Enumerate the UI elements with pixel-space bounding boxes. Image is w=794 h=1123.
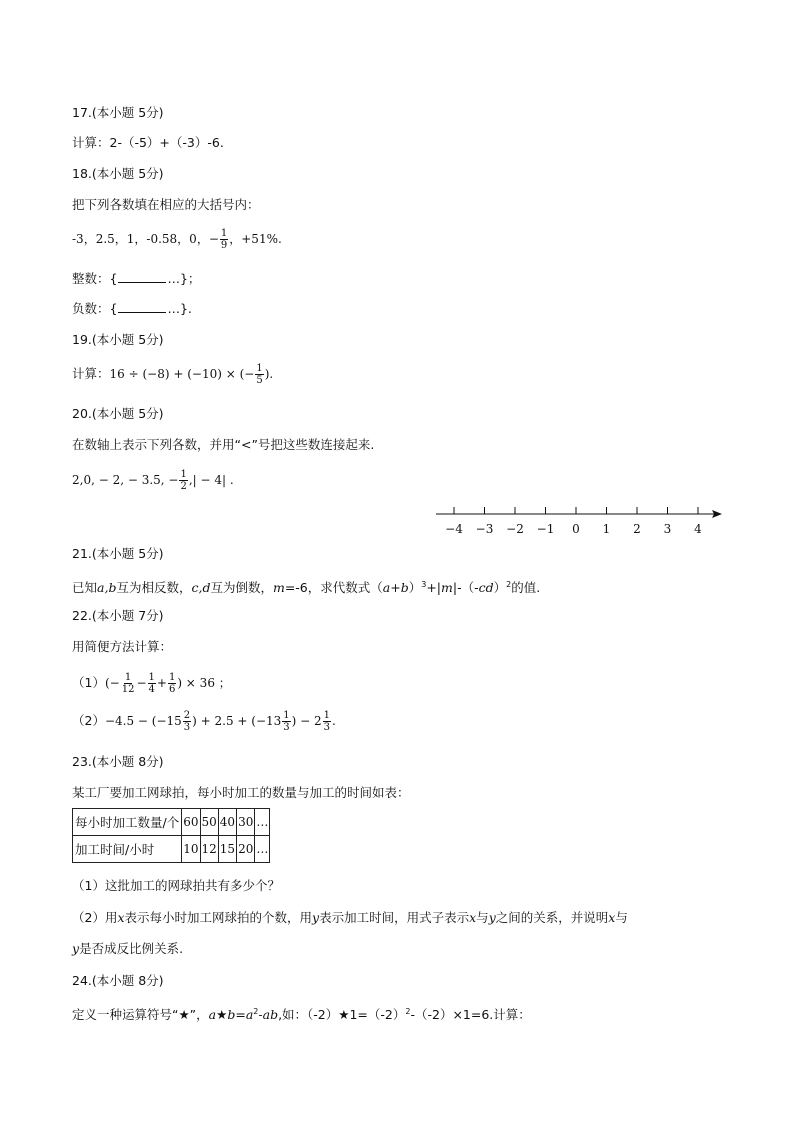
q22-p2-label: （2） [72, 713, 105, 728]
q23-p2-d: 与 [476, 910, 489, 925]
q18-header: 18.(本小题 5分) [72, 166, 164, 181]
q23-p2-e: 之间的关系，并说明 [495, 910, 609, 925]
table-cell: 10 [182, 836, 200, 863]
q21-part-c: 互为倒数， [210, 580, 273, 596]
q18-fraction [220, 228, 228, 251]
q20-fraction [179, 469, 187, 492]
q24-part-a: 定义一种运算符号“★”， [72, 1007, 209, 1023]
q21-part-f: +| [426, 580, 441, 596]
q23-p2-c: 表示加工时间，用式子表示 [319, 910, 470, 925]
q23-part2-cont [72, 940, 183, 958]
q23-prompt: 某工厂要加工网球拍，每小时加工的数量与加工的时间如表： [72, 785, 410, 800]
q22-p2-frac3 [323, 710, 331, 733]
q21-exp2: 2 [506, 580, 512, 589]
q22-p2-frac1 [183, 710, 191, 733]
q22-part1 [72, 672, 231, 695]
q22-p2-c: ) − 2 [291, 714, 322, 728]
q24-var-b: b [227, 1007, 236, 1023]
frac-num: 2 [183, 710, 191, 721]
number-line-tick-label: 1 [602, 522, 611, 536]
q21-part-b: 互为相反数， [116, 580, 192, 596]
table-cell: 15 [218, 836, 236, 863]
number-line-tick-label: 3 [663, 522, 672, 536]
number-line-tick-label: −1 [536, 522, 555, 536]
q18-neg-blank [118, 302, 166, 313]
q22-prompt: 用简便方法计算： [72, 639, 173, 654]
q21-var-ab: a,b [97, 580, 117, 596]
q18-prompt: 把下列各数填在相应的大括号内： [72, 197, 260, 212]
q23-var-x: x [608, 910, 616, 925]
q23-p2-b: 表示每小时加工网球拍的个数，用 [124, 910, 313, 925]
q23-table [72, 808, 270, 863]
q24-header: 24.(本小题 8分) [72, 973, 164, 988]
q20-nums-end: ,| − 4| . [188, 473, 234, 487]
q22-p1-a: (− [104, 676, 120, 690]
table-cell: 60 [182, 809, 200, 836]
q21-var-cd: c,d [191, 580, 211, 596]
q20-numbers [72, 469, 234, 492]
q24-star: ★ [216, 1007, 228, 1023]
q20-prompt: 在数轴上表示下列各数，并用“<”号把这些数连接起来. [72, 437, 375, 452]
q24-exp2: 2 [405, 1007, 411, 1016]
q22-p1-c: + [156, 676, 167, 690]
q18-frac-num: 1 [220, 228, 228, 239]
q22-p1-frac1 [121, 672, 136, 695]
q22-p1-frac3 [168, 672, 176, 695]
q21-header: 21.(本小题 5分) [72, 546, 164, 561]
q20-header: 20.(本小题 5分) [72, 406, 164, 421]
q21-part-d: =-6，求代数式（ [284, 580, 383, 596]
q19-header: 19.(本小题 5分) [72, 332, 164, 347]
q24-text [72, 1003, 531, 1024]
q24-var-a: a [208, 1007, 217, 1023]
frac-num: 1 [283, 710, 290, 721]
q22-p2-frac2 [282, 710, 290, 733]
number-line-tick-label: −3 [475, 522, 494, 536]
q18-int-blank [118, 272, 166, 283]
number-line-tick-label: −4 [445, 522, 463, 536]
q20-nums: 2,0, − 2, − 3.5, − [72, 473, 179, 487]
q22-p1-d: ) × 36 ； [177, 676, 231, 690]
q17-header: 17.(本小题 5分) [72, 105, 164, 120]
frac-den: 3 [283, 722, 290, 733]
q19-label: 计算： [72, 366, 110, 381]
q21-var-m2: m [441, 580, 453, 596]
q18-int-end: …}； [167, 271, 201, 286]
q21-part-a: 已知 [72, 580, 98, 596]
frac-num: 1 [148, 672, 155, 683]
number-line [432, 503, 728, 539]
q21-var-m: m [272, 580, 285, 596]
frac-den: 4 [148, 684, 155, 695]
q19-frac-num: 1 [256, 363, 263, 374]
q24-eq: = [235, 1007, 246, 1023]
q21-part-e: ） [408, 580, 422, 596]
q19-expression [72, 363, 273, 386]
q21-var-cd2: cd [478, 580, 494, 596]
q18-frac-den: 9 [220, 240, 228, 251]
table-cell: 12 [200, 836, 218, 863]
q21-var-a-plus-b: a+b [382, 580, 409, 596]
frac-num: 1 [323, 710, 331, 721]
table-cell: … [255, 809, 270, 836]
table-cell: 20 [237, 836, 255, 863]
q18-integers [72, 270, 200, 288]
q23-var-x: x [469, 910, 477, 925]
q22-p1-b: − [136, 676, 147, 690]
q18-negatives [72, 300, 192, 318]
q23-p2-g: 是否成反比例关系. [79, 941, 184, 956]
q21-part-h: ） [493, 580, 507, 596]
q18-nums-start: -3，2.5，1，-0.58，0，− [72, 232, 219, 246]
q21-part-i: 的值. [511, 580, 541, 596]
table-cell: 加工时间/小时 [73, 836, 182, 863]
q24-part-b: ,如：（-2）★1=（-2） [278, 1007, 406, 1023]
q18-nums-end: ，+51%. [229, 232, 282, 246]
frac-den: 12 [121, 684, 135, 695]
number-line-tick-label: 4 [694, 522, 702, 536]
q23-var-y: y [488, 910, 496, 925]
q22-part2 [72, 710, 336, 733]
frac-num: 1 [168, 672, 176, 683]
q22-p2-b: ) + 2.5 + (−13 [192, 714, 282, 728]
q23-header: 23.(本小题 8分) [72, 754, 164, 769]
table-cell: 40 [218, 809, 236, 836]
frac-den: 3 [183, 722, 191, 733]
q24-part-c: -（-2）×1=6.计算： [410, 1007, 531, 1023]
q19-expr-end: ). [264, 367, 274, 381]
q18-numbers [72, 228, 282, 251]
number-line-tick-label: 0 [572, 522, 580, 536]
q20-frac-num: 1 [180, 469, 187, 480]
q24-minus-ab: -ab [258, 1007, 279, 1023]
number-line-tick-label: 2 [633, 522, 641, 536]
q19-fraction [255, 363, 263, 386]
q18-neg-end: …}. [167, 301, 192, 316]
q18-neg-label: 负数：{ [72, 301, 118, 316]
q22-p2-a: −4.5 − (−15 [104, 714, 182, 728]
frac-den: 3 [323, 722, 331, 733]
q23-p2-f: 与 [615, 910, 628, 925]
q23-var-y: y [72, 941, 80, 956]
q18-int-label: 整数：{ [72, 271, 118, 286]
q21-exp3: 3 [421, 580, 427, 589]
q24-sq: 2 [253, 1007, 259, 1016]
q23-var-x: x [117, 910, 125, 925]
q23-part2 [72, 909, 628, 927]
table-cell: … [255, 836, 270, 863]
q22-p2-d: . [332, 714, 336, 728]
table-cell: 每小时加工数量/个 [73, 809, 182, 836]
q21-text [72, 576, 540, 597]
q23-var-y: y [312, 910, 320, 925]
q23-part1: （1）这批加工的网球拍共有多少个？ [72, 878, 280, 893]
q22-p1-frac2 [148, 672, 156, 695]
number-line-tick-label: −2 [506, 522, 524, 536]
q17-text: 计算：2-（-5）+（-3）-6. [72, 135, 224, 150]
q23-p2-a: （2）用 [72, 910, 118, 925]
q22-header: 22.(本小题 7分) [72, 608, 164, 623]
number-line-ticks [445, 507, 702, 536]
q22-p1-label: （1） [72, 675, 105, 690]
q19-expr: 16 ÷ (−8) + (−10) × (− [109, 367, 255, 381]
q20-frac-den: 2 [180, 481, 187, 492]
frac-num: 1 [124, 672, 132, 683]
frac-den: 6 [168, 684, 176, 695]
table-row [73, 836, 270, 863]
table-cell: 50 [200, 809, 218, 836]
q19-frac-den: 5 [256, 375, 263, 386]
table-cell: 30 [237, 809, 255, 836]
table-row [73, 809, 270, 836]
q24-var-a2: a [245, 1007, 254, 1023]
q21-part-g: |-（- [452, 580, 479, 596]
